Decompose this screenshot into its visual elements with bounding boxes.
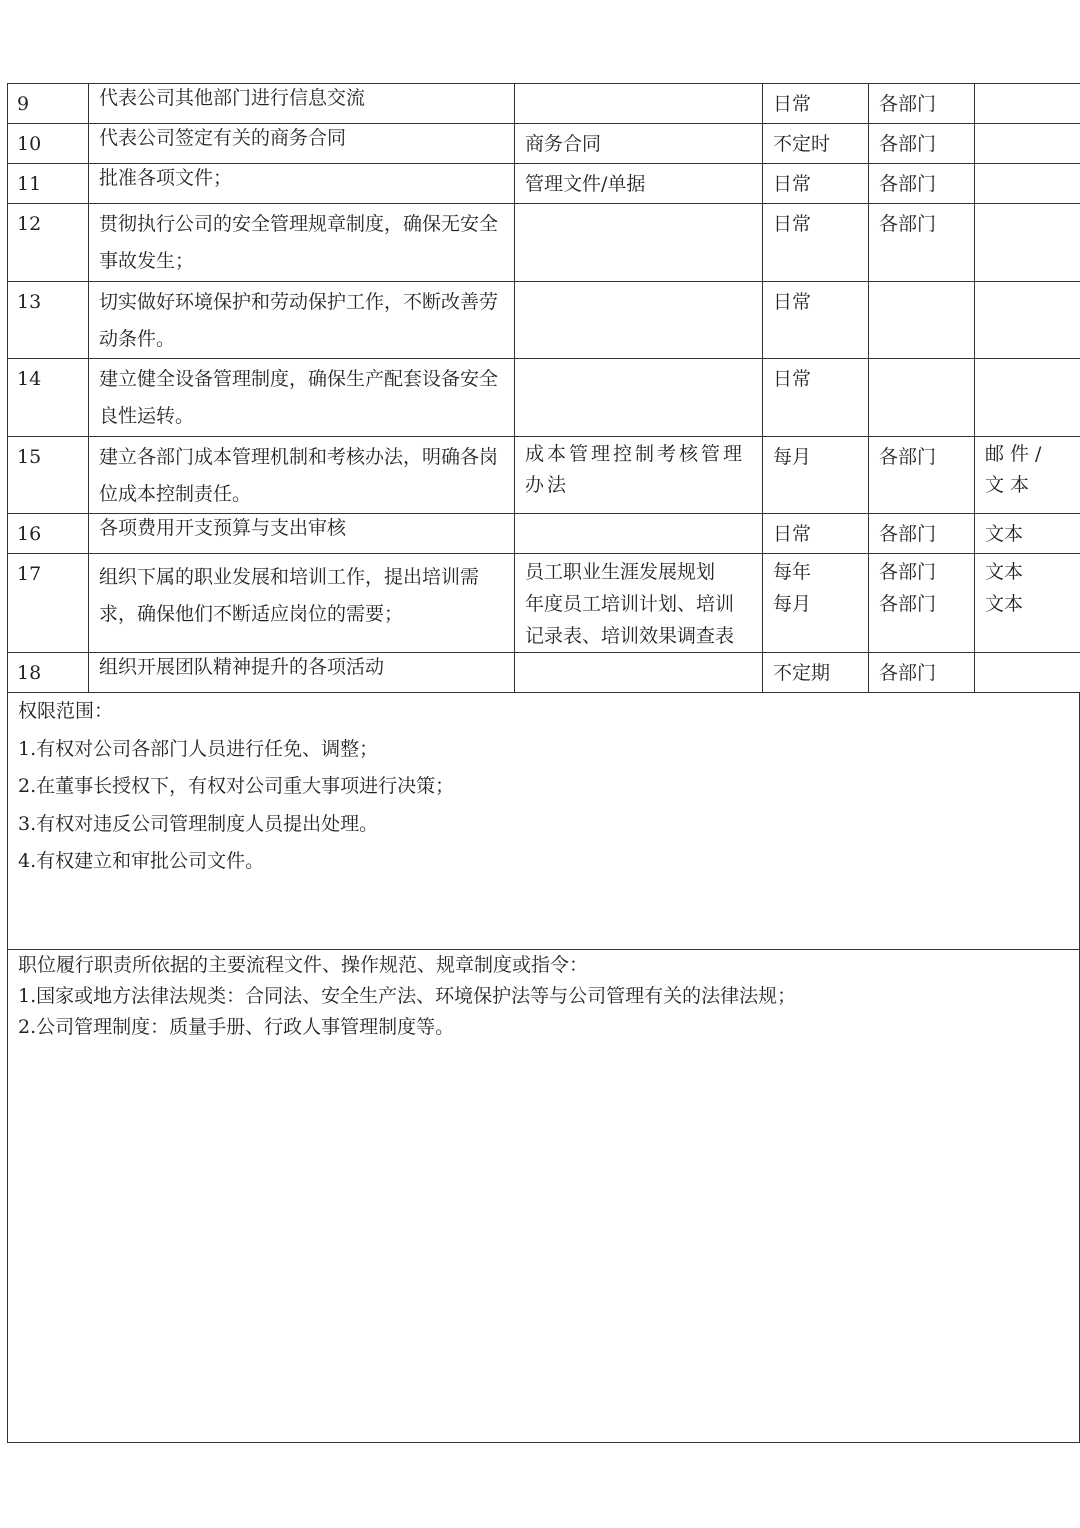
form-line: 文本 [985, 593, 1024, 615]
basis-item: 1.国家或地方法律法规类：合同法、安全生产法、环境保护法等与公司管理有关的法律法规； [18, 985, 797, 1007]
authority-title: 权限范围： [18, 700, 114, 722]
department-cell [869, 359, 975, 437]
frequency-line: 每年 [773, 561, 812, 583]
table-row [8, 554, 1080, 653]
row-number: 18 [8, 653, 89, 693]
document-cell [515, 282, 763, 359]
row-number: 10 [8, 124, 89, 164]
authority-item: 1.有权对公司各部门人员进行任免、调整； [18, 737, 379, 760]
frequency-cell: 不定时 [763, 124, 869, 164]
document-cell: 成本管理控制考核管理办法 [515, 437, 763, 514]
frequency-cell: 不定期 [763, 653, 869, 693]
frequency-cell: 日常 [763, 359, 869, 437]
basis-section [7, 950, 1080, 1443]
duty-cell: 切实做好环境保护和劳动保护工作，不断改善劳动条件。 [89, 282, 515, 359]
duty-cell: 代表公司其他部门进行信息交流 [89, 84, 515, 124]
document-cell [515, 653, 763, 693]
department-cell [869, 554, 975, 653]
document-cell [515, 359, 763, 437]
frequency-cell: 日常 [763, 84, 869, 124]
duty-cell: 各项费用开支预算与支出审核 [89, 514, 515, 554]
row-number: 14 [8, 359, 89, 437]
frequency-cell: 日常 [763, 164, 869, 204]
table-row [8, 164, 1080, 204]
row-number: 16 [8, 514, 89, 554]
row-number: 11 [8, 164, 89, 204]
form-cell [975, 204, 1080, 282]
table-row [8, 282, 1080, 359]
frequency-line: 每月 [773, 593, 812, 615]
department-cell: 各部门 [869, 437, 975, 514]
frequency-cell: 日常 [763, 282, 869, 359]
row-number: 17 [8, 554, 89, 653]
table-row [8, 204, 1080, 282]
duty-cell: 批准各项文件； [89, 164, 515, 204]
row-number: 9 [8, 84, 89, 124]
document-cell [515, 84, 763, 124]
document-line: 年度员工培训计划、培训 [525, 593, 735, 615]
form-cell [975, 124, 1080, 164]
department-cell: 各部门 [869, 204, 975, 282]
document-line: 员工职业生涯发展规划 [525, 561, 716, 583]
frequency-cell [763, 554, 869, 653]
department-line: 各部门 [879, 561, 937, 583]
table-row [8, 437, 1080, 514]
document-cell: 商务合同 [515, 124, 763, 164]
duties-table [7, 83, 1080, 693]
table-row [8, 514, 1080, 554]
form-cell [975, 554, 1080, 653]
document-line: 记录表、培训效果调查表 [525, 625, 735, 647]
table-row [8, 84, 1080, 124]
frequency-cell: 日常 [763, 204, 869, 282]
form-cell [975, 282, 1080, 359]
department-cell: 各部门 [869, 514, 975, 554]
row-number: 12 [8, 204, 89, 282]
form-cell [975, 653, 1080, 693]
form-cell: 邮件/文本 [975, 437, 1080, 514]
department-cell: 各部门 [869, 653, 975, 693]
row-number: 15 [8, 437, 89, 514]
form-cell [975, 84, 1080, 124]
basis-item: 2.公司管理制度：质量手册、行政人事管理制度等。 [18, 1016, 455, 1038]
table-row [8, 359, 1080, 437]
department-cell: 各部门 [869, 164, 975, 204]
department-cell: 各部门 [869, 84, 975, 124]
table-row [8, 124, 1080, 164]
document-cell [515, 204, 763, 282]
table-row [8, 653, 1080, 693]
authority-item: 4.有权建立和审批公司文件。 [18, 850, 265, 872]
form-line: 文本 [985, 561, 1024, 583]
frequency-cell: 日常 [763, 514, 869, 554]
department-cell: 各部门 [869, 124, 975, 164]
department-cell [869, 282, 975, 359]
document-page [7, 83, 1080, 1443]
authority-item: 3.有权对违反公司管理制度人员提出处理。 [18, 812, 379, 835]
duty-cell: 组织开展团队精神提升的各项活动 [89, 653, 515, 693]
duty-cell: 组织下属的职业发展和培训工作，提出培训需求，确保他们不断适应岗位的需要； [89, 554, 515, 653]
duty-cell: 贯彻执行公司的安全管理规章制度，确保无安全事故发生； [89, 204, 515, 282]
duty-cell: 建立健全设备管理制度，确保生产配套设备安全良性运转。 [89, 359, 515, 437]
duty-cell: 代表公司签定有关的商务合同 [89, 124, 515, 164]
form-cell [975, 164, 1080, 204]
authority-item: 2.在董事长授权下，有权对公司重大事项进行决策； [18, 775, 455, 797]
form-cell [975, 359, 1080, 437]
authority-section [7, 693, 1080, 950]
document-cell [515, 554, 763, 653]
duty-cell: 建立各部门成本管理机制和考核办法，明确各岗位成本控制责任。 [89, 437, 515, 514]
frequency-cell: 每月 [763, 437, 869, 514]
basis-title: 职位履行职责所依据的主要流程文件、操作规范、规章制度或指令： [18, 954, 589, 976]
form-cell: 文本 [975, 514, 1080, 554]
document-cell: 管理文件/单据 [515, 164, 763, 204]
department-line: 各部门 [879, 593, 937, 615]
row-number: 13 [8, 282, 89, 359]
document-cell [515, 514, 763, 554]
